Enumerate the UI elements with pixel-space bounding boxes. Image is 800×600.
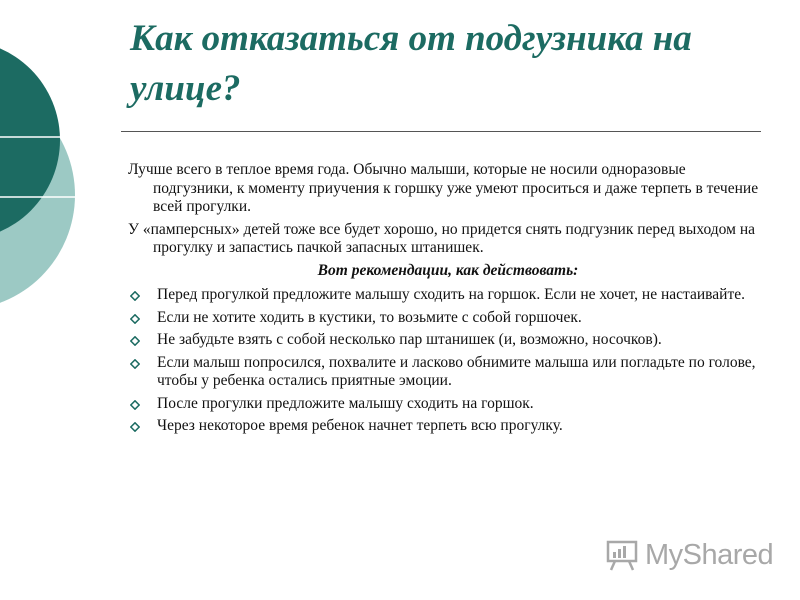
presentation-board-icon	[605, 538, 639, 572]
watermark-text: MyShared	[645, 538, 774, 571]
myshared-watermark	[605, 538, 773, 572]
title-divider	[121, 131, 761, 132]
hollow-diamond-icon	[130, 291, 140, 301]
list-item-text: Если малыш попросился, похвалите и ласково обнимите малыша или погладьте по голове, чтобы у ребенка остались приятные эмоции.	[157, 353, 756, 389]
list-item	[128, 354, 768, 391]
intro-paragraph: Лучше всего в теплое время года. Обычно малыши, которые не носили одноразовые подгузники, к моменту приучения к горшку уже умеют проситься и даже терпеть в течение всей прогулки.	[128, 161, 759, 215]
list-item-text: После прогулки предложите малышу сходить на горшок.	[157, 394, 534, 412]
list-item	[128, 309, 768, 328]
list-item-text: Через некоторое время ребенок начнет терпеть всю прогулку.	[157, 417, 563, 434]
hollow-diamond-icon	[130, 336, 140, 346]
list-item	[128, 417, 768, 436]
list-item	[128, 331, 768, 350]
hollow-diamond-icon	[130, 422, 140, 432]
hollow-diamond-icon	[130, 359, 140, 369]
hollow-diamond-icon	[130, 314, 140, 324]
list-item	[128, 395, 768, 414]
list-item-text: Если не хотите ходить в кустики, то возьмите с собой горшочек.	[157, 308, 582, 326]
slide-body	[128, 161, 768, 440]
recommendations-list	[128, 286, 768, 436]
pampers-paragraph: У «памперсных» детей тоже все будет хорошо, но придется снять подгузник перед выходом на прогулку и запастись пачкой запасных штанишек.	[128, 220, 755, 256]
slide-title: Как отказаться от подгузника на улице?	[130, 18, 692, 109]
list-item-text: Перед прогулкой предложите малышу сходить на горшок. Если не хочет, не настаивайте.	[157, 286, 745, 303]
recommendations-heading: Вот рекомендации, как действовать:	[317, 261, 579, 279]
hollow-diamond-icon	[130, 400, 140, 410]
decorative-circles	[0, 0, 90, 330]
list-item	[128, 286, 768, 305]
list-item-text: Не забудьте взять с собой несколько пар штанишек (и, возможно, носочков).	[157, 331, 662, 348]
